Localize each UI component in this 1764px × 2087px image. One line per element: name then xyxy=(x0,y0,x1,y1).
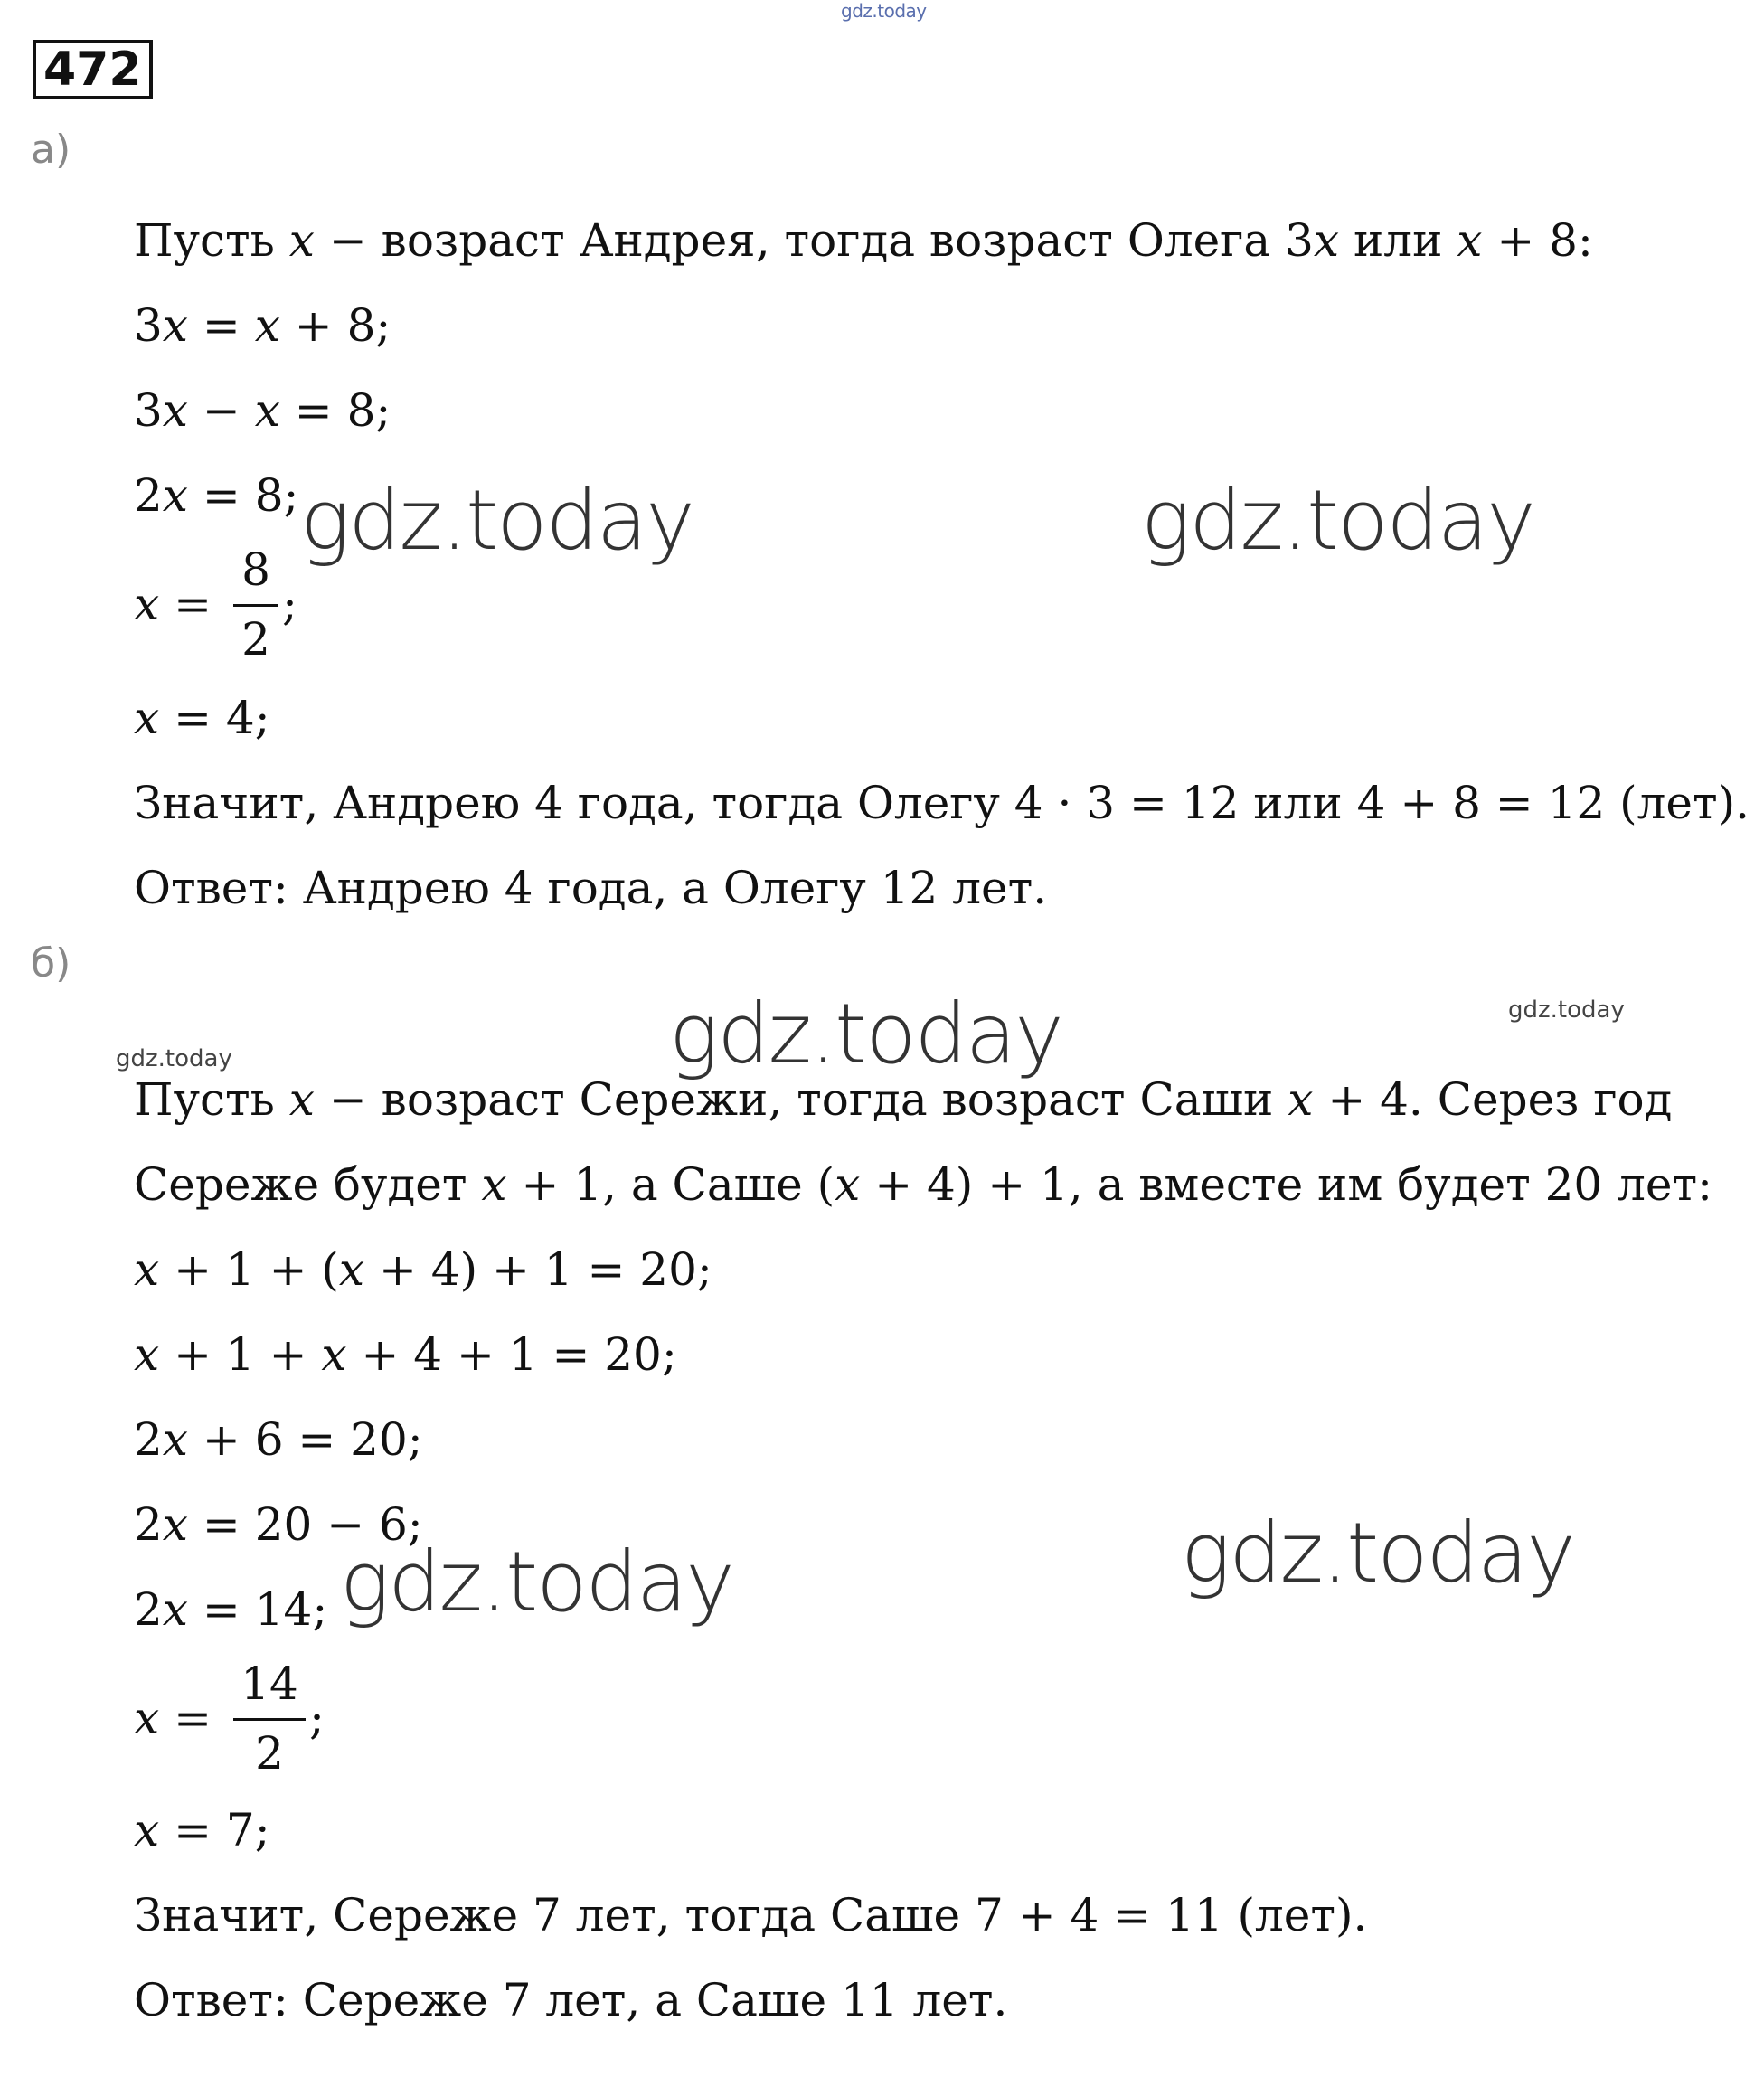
part-a-line: 𝑥 = 4; xyxy=(134,692,270,744)
watermark: gdz.today xyxy=(340,1534,733,1630)
fraction-tail: ; xyxy=(282,578,297,630)
fraction-denominator: 2 xyxy=(241,613,270,666)
watermark: gdz.today xyxy=(116,1045,232,1072)
part-a-answer: Ответ: Андрею 4 года, а Олегу 12 лет. xyxy=(134,862,1048,914)
fraction-numerator: 14 xyxy=(241,1657,298,1710)
fraction-tail: ; xyxy=(309,1692,325,1744)
watermark: gdz.today xyxy=(1141,472,1534,569)
part-a-label: а) xyxy=(31,127,71,173)
fraction xyxy=(233,543,278,666)
part-a-line: Пусть 𝑥 − возраст Андрея, тогда возраст Олега 3𝑥 или 𝑥 + 8: xyxy=(134,214,1593,267)
problem-number: 472 xyxy=(33,40,153,99)
part-b-line: Сереже будет 𝑥 + 1, а Саше (𝑥 + 4) + 1, а вместе им будет 20 лет: xyxy=(134,1158,1712,1211)
watermark: gdz.today xyxy=(669,986,1062,1082)
part-a-line: 2𝑥 = 8; xyxy=(134,469,299,522)
part-b-line: Пусть 𝑥 − возраст Сережи, тогда возраст Саши 𝑥 + 4. Серез год xyxy=(134,1073,1673,1126)
part-b-line: Значит, Сереже 7 лет, тогда Саше 7 + 4 = 11 (лет). xyxy=(134,1889,1368,1941)
watermark: gdz.today xyxy=(1181,1505,1574,1601)
fraction-bar xyxy=(233,604,278,607)
part-a-line: 3𝑥 − 𝑥 = 8; xyxy=(134,384,391,437)
watermark: gdz.today xyxy=(1508,996,1625,1024)
fraction-denominator: 2 xyxy=(255,1727,284,1780)
part-b-label: б) xyxy=(31,940,71,987)
fraction-bar xyxy=(233,1718,306,1721)
part-b-line: 2𝑥 + 6 = 20; xyxy=(134,1413,423,1466)
part-b-line: 2𝑥 = 20 − 6; xyxy=(134,1498,423,1551)
part-b-line: 𝑥 = 7; xyxy=(134,1804,270,1856)
fraction-lhs: 𝑥 = xyxy=(134,578,212,630)
part-b-line: 𝑥 + 1 + (𝑥 + 4) + 1 = 20; xyxy=(134,1243,712,1296)
part-b-answer: Ответ: Сереже 7 лет, а Саше 11 лет. xyxy=(134,1974,1008,2026)
watermark-top: gdz.today xyxy=(841,0,927,22)
watermark: gdz.today xyxy=(300,472,693,569)
part-b-line: 𝑥 + 1 + 𝑥 + 4 + 1 = 20; xyxy=(134,1328,677,1381)
part-a-line: 3𝑥 = 𝑥 + 8; xyxy=(134,299,391,352)
fraction xyxy=(233,1657,306,1780)
part-a-line: Значит, Андрею 4 года, тогда Олегу 4 · 3 = 12 или 4 + 8 = 12 (лет). xyxy=(134,777,1750,829)
fraction-numerator: 8 xyxy=(241,543,270,596)
part-b-line: 2𝑥 = 14; xyxy=(134,1583,328,1636)
fraction-lhs: 𝑥 = xyxy=(134,1692,212,1744)
